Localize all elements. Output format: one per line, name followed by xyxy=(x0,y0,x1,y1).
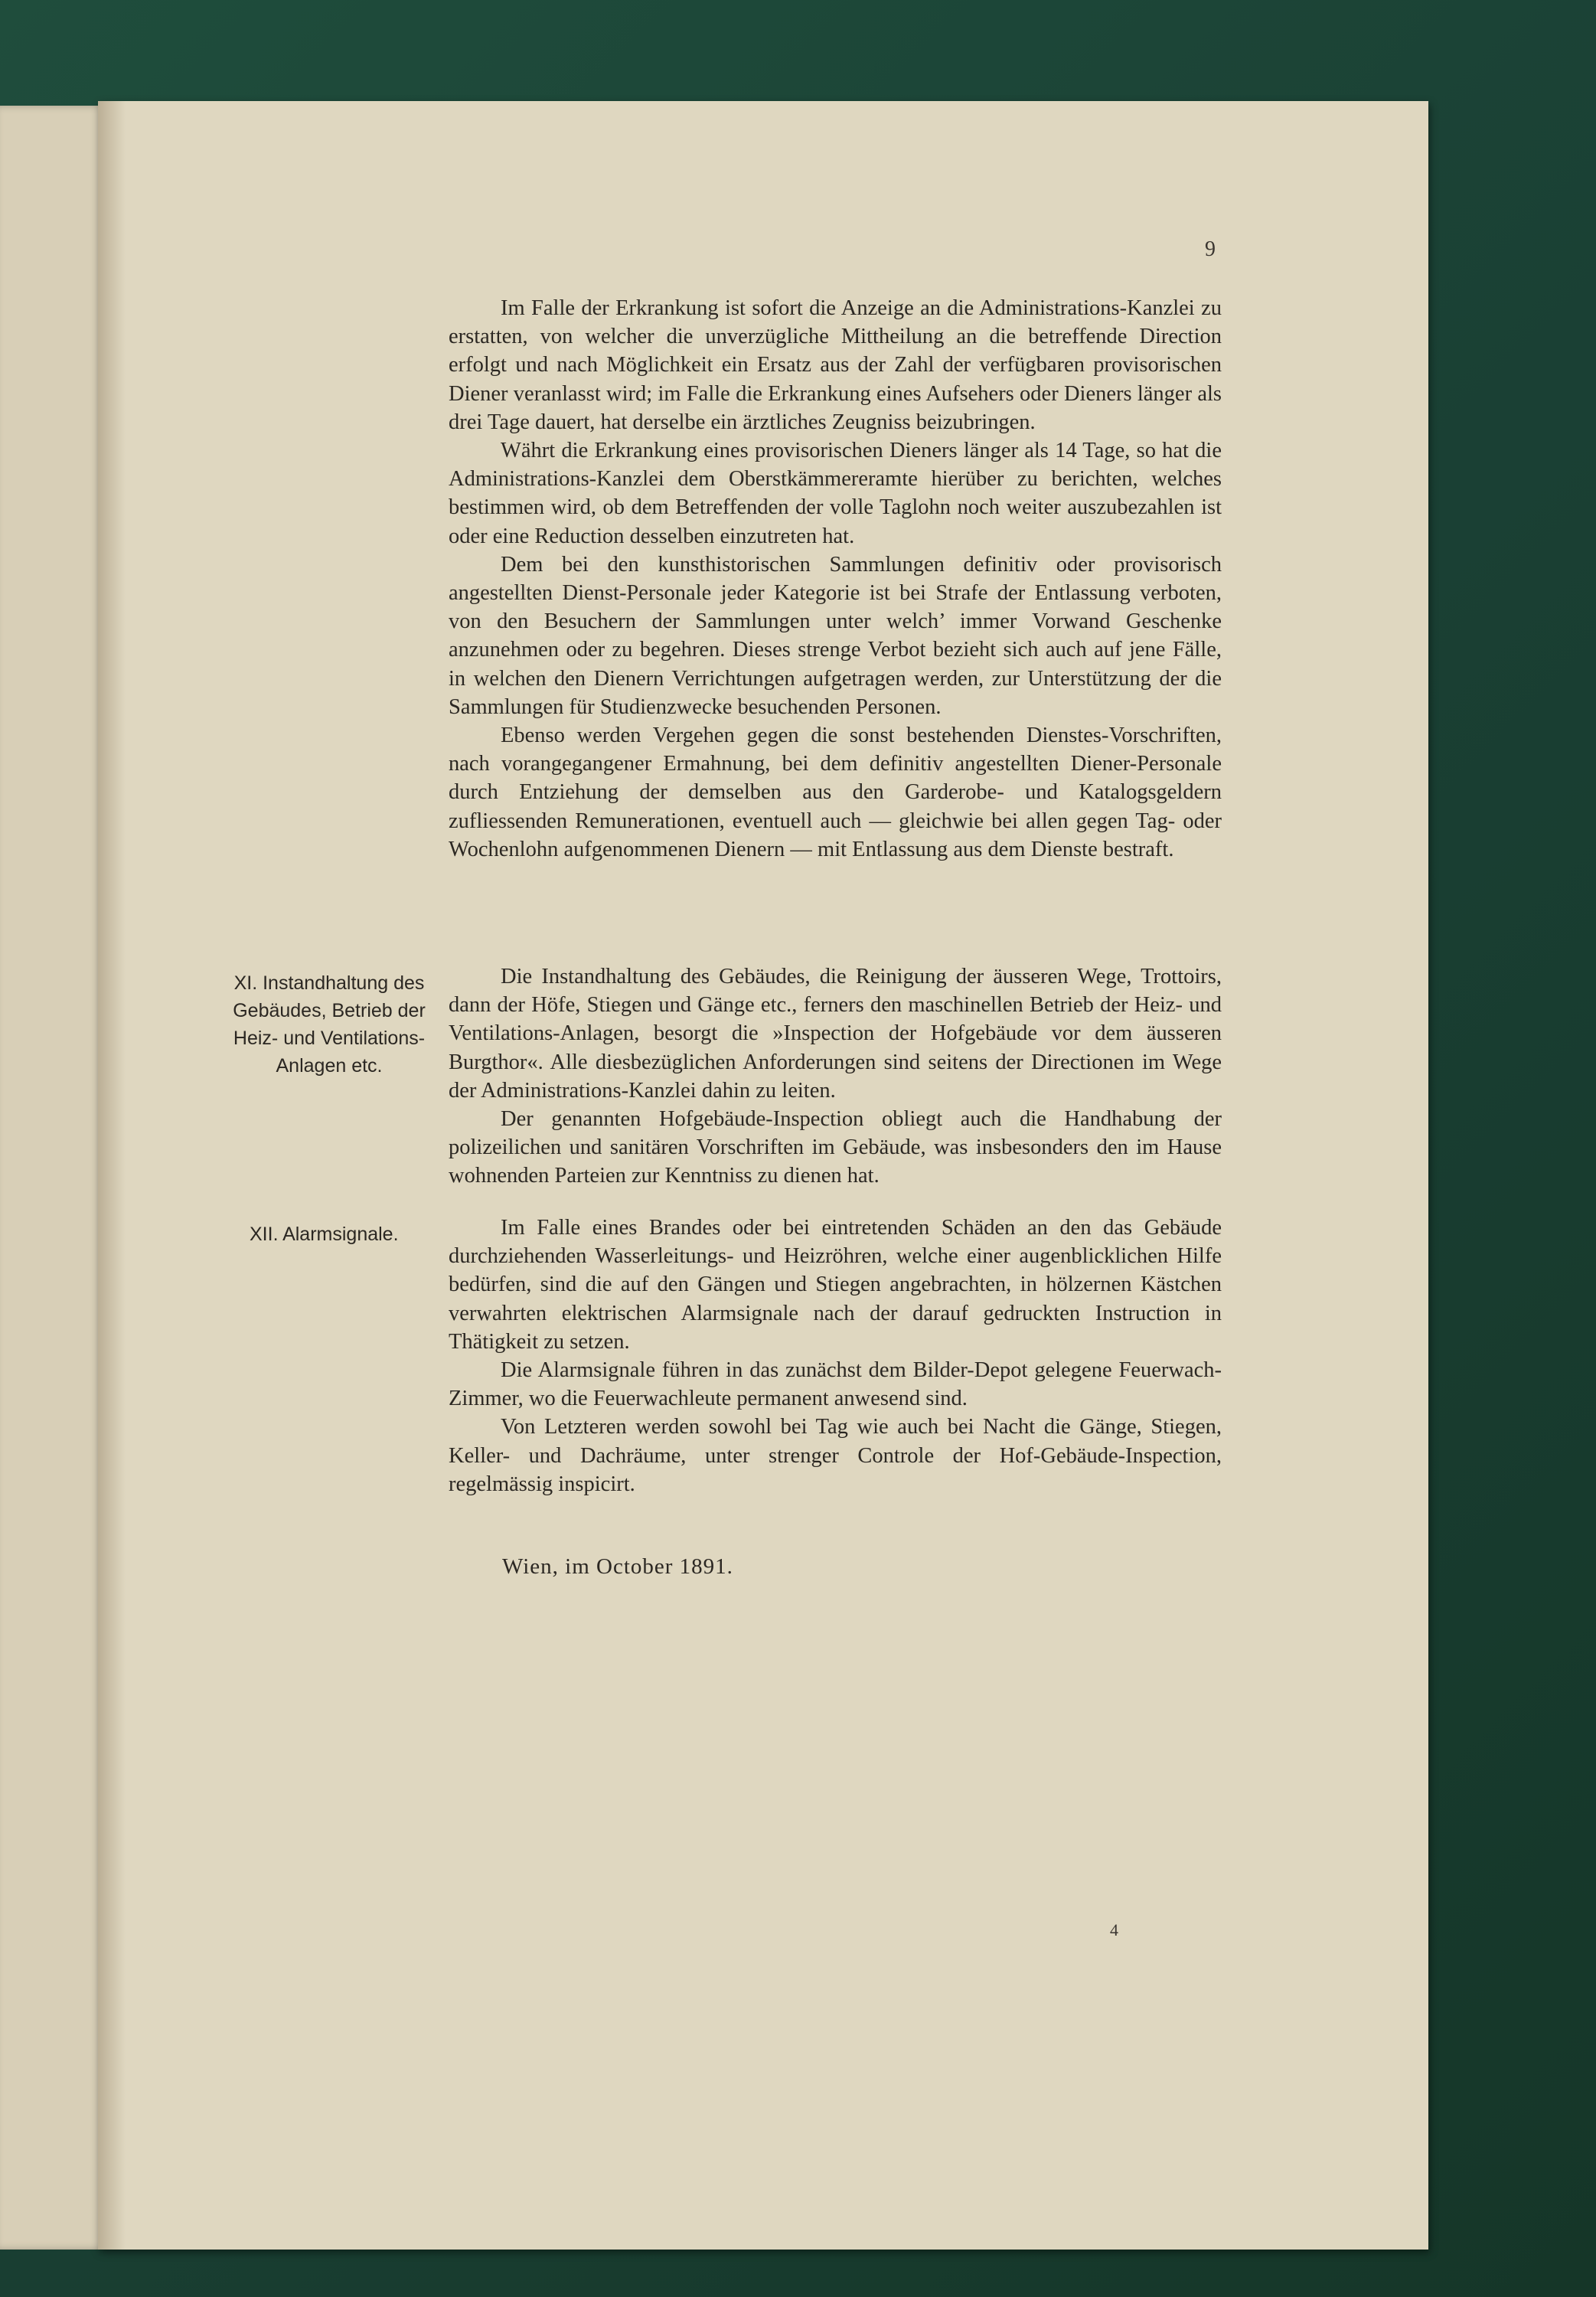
section-xii-text xyxy=(449,1214,1222,1498)
paragraph: Die Instandhaltung des Gebäudes, die Reinigung der äusseren Wege, Trottoirs, dann der Höfe, Stiegen und Gänge etc., ferners den maschinellen Betrieb der Heiz- und Ventilations-Anlagen, besorgt die »Inspection der Hofgebäude vor dem äusseren Burgthor«. Alle diesbezüglichen Anforderungen sind seitens der Directionen im Wege der Administrations-Kanzlei dahin zu leiten. xyxy=(449,965,1222,1103)
closing-dateline: Wien, im October 1891. xyxy=(502,1554,733,1579)
section-xii-heading: XII. Alarmsignale. xyxy=(250,1224,399,1245)
paragraph: Dem bei den kunsthistorischen Sammlungen definitiv oder provisorisch angestellten Dienst-Personale jeder Kategorie ist bei Strafe der Entlassung verboten, von den Besuchern der Sammlungen unter welch’ immer Vorwand Geschenke anzunehmen oder zu begehren. Dieses strenge Verbot bezieht sich auch auf jene Fälle, in welchen den Dienern Verrichtungen aufgetragen werden, zur Unterstützung der die Sammlungen für Studienzwecke besuchenden Personen. xyxy=(449,552,1222,719)
signature-mark: 4 xyxy=(1110,1920,1118,1939)
paragraph: Der genannten Hofgebäude-Inspection obliegt auch die Handhabung der polizeilichen und sanitären Vorschriften im Gebäude, was insbesonders den im Hause wohnenden Parteien zur Kenntniss zu dienen hat. xyxy=(449,1107,1222,1188)
section-xi-heading: XI. Instandhaltung des Gebäudes, Betrieb der Heiz- und Ventilations-Anlagen etc. xyxy=(233,972,426,1077)
paragraph: Im Falle der Erkrankung ist sofort die Anzeige an die Administrations-Kanzlei zu erstatten, von welcher die unverzügliche Mittheilung an die betreffende Direction erfolgt und nach Möglichkeit ein Ersatz aus der Zahl der verfügbaren provisorischen Diener veranlasst wird; im Falle die Erkrankung eines Aufsehers oder Dieners länger als drei Tage dauert, hat derselbe ein ärztliches Zeugniss beizubringen. xyxy=(449,296,1222,434)
page-number: 9 xyxy=(1205,237,1216,261)
intro-text xyxy=(449,294,1222,864)
paragraph: Die Alarmsignale führen in das zunächst dem Bilder-Depot gelegene Feuerwach-Zimmer, wo die Feuerwachleute permanent anwesend sind. xyxy=(449,1358,1222,1411)
paragraph: Im Falle eines Brandes oder bei eintretenden Schäden an den das Gebäude durchziehenden Wasserleitungs- und Heizröhren, welche einer augenblicklichen Hilfe bedürfen, sind die auf den Gängen und Stiegen angebrachten, in hölzernen Kästchen verwahrten elektrischen Alarmsignale nach der darauf gedruckten Instruction in Thätigkeit zu setzen. xyxy=(449,1216,1222,1354)
section-xi-text xyxy=(449,962,1222,1191)
paragraph: Währt die Erkrankung eines provisorischen Dieners länger als 14 Tage, so hat die Administrations-Kanzlei dem Oberstkämmereramte hierüber zu berichten, welches bestimmen wird, ob dem Betreffenden der volle Taglohn noch weiter auszubezahlen ist oder eine Reduction desselben einzutreten hat. xyxy=(449,439,1222,548)
paragraph: Ebenso werden Vergehen gegen die sonst bestehenden Dienstes-Vorschriften, nach vorangegangener Ermahnung, bei dem definitiv angestellten Diener-Personale durch Entziehung der demselben aus den Garderobe- und Katalogsgeldern zufliessenden Remunerationen, eventuell auch — gleichwie bei allen gegen Tag- oder Wochenlohn aufgenommenen Dienern — mit Entlassung aus dem Dienste bestraft. xyxy=(449,724,1222,861)
page-gutter-shadow xyxy=(98,101,126,2250)
paragraph: Von Letzteren werden sowohl bei Tag wie auch bei Nacht die Gänge, Stiegen, Keller- und Dachräume, unter strenger Controle der Hof-Gebäude-Inspection, regelmässig inspicirt. xyxy=(449,1415,1222,1496)
